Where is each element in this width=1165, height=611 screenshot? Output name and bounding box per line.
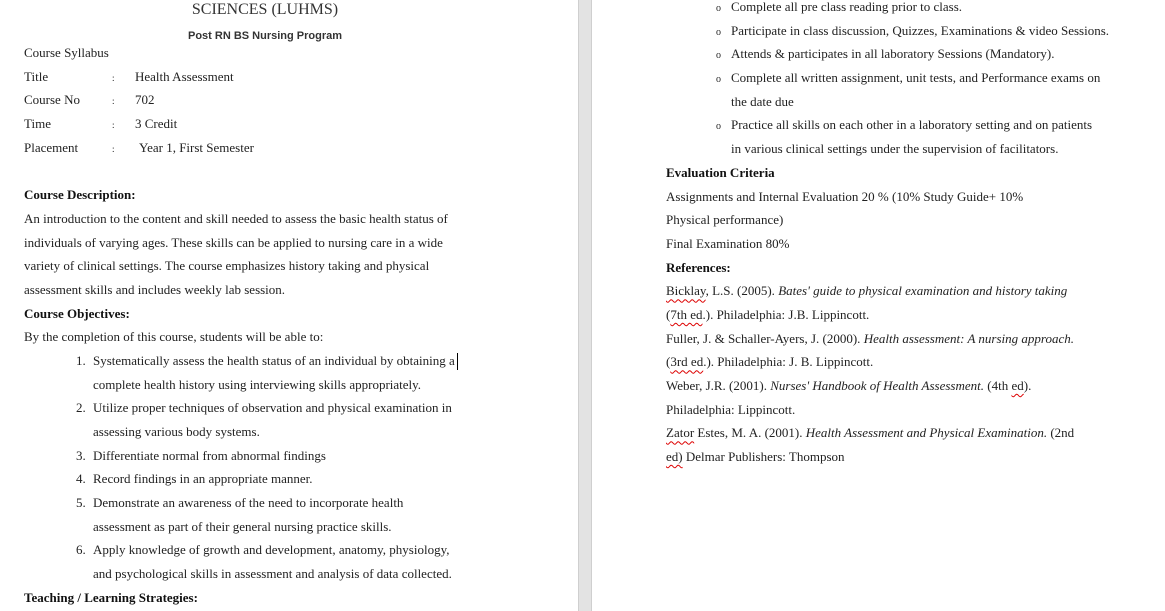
reference-4 [666, 421, 1156, 445]
document-page-left[interactable] [0, 0, 578, 611]
header-title: SCIENCES (LUHMS) [191, 1, 339, 18]
spelling-error[interactable]: ed [1011, 378, 1024, 393]
page-gap [578, 0, 592, 611]
objective-text: Differentiate normal from abnormal findings [93, 447, 326, 463]
reference-text: ). [1023, 378, 1032, 393]
reference-4-cont [666, 445, 1156, 469]
reference-text: , L.S. (2005). [705, 283, 779, 299]
objective-text: complete health history using interviewing skills appropriately. [93, 376, 422, 392]
bullet-marker: o [716, 26, 721, 38]
meta-sep: : [112, 96, 115, 107]
bullet-text: Complete all pre class reading prior to class. [731, 0, 963, 14]
bullet-text: the date due [731, 93, 794, 109]
meta-row-time [24, 112, 524, 136]
bullet-item [666, 113, 1156, 137]
reference-text: (4th [984, 378, 1012, 393]
objective-text: Apply knowledge of growth and development, anatomy, physiology, [93, 542, 450, 558]
reference-2 [666, 327, 1156, 351]
objective-item [24, 396, 524, 420]
meta-sep: : [112, 143, 115, 154]
bullet-text: Participate in class discussion, Quizzes, Examinations & video Sessions. [731, 22, 1110, 38]
reference-text: Delmar Publishers: Thompson [682, 449, 845, 465]
reference-title: Nurses' Handbook of Health Assessment. [770, 378, 985, 393]
header-subtitle: Post RN BS Nursing Program [187, 30, 343, 42]
bullet-text: in various clinical settings under the supervision of facilitators. [731, 141, 1059, 157]
reference-text: (2nd [1047, 425, 1075, 441]
objective-item [24, 467, 524, 491]
description-line: An introduction to the content and skill needed to assess the basic health status of [24, 210, 448, 226]
reference-3-cont: Philadelphia: Lippincott. [666, 401, 796, 417]
bullet-text: Practice all skills on each other in a laboratory setting and on patients [731, 117, 1093, 133]
objective-text: assessing various body systems. [93, 424, 260, 439]
meta-row-title [24, 65, 524, 89]
evaluation-line: Assignments and Internal Evaluation 20 % (10% Study Guide+ 10% [666, 188, 1024, 204]
bullet-item [666, 19, 1156, 43]
reference-1 [666, 279, 1156, 303]
meta-value: Year 1, First Semester [139, 139, 254, 155]
meta-key: Title [24, 68, 49, 84]
reference-title: Health assessment: A nursing approach. [863, 330, 1074, 346]
list-number: 1. [76, 352, 86, 368]
spelling-error[interactable]: 3rd ed [670, 354, 704, 370]
objectives-heading: Course Objectives: [24, 305, 130, 321]
spelling-error[interactable]: Zator [666, 425, 695, 441]
teaching-heading: Teaching / Learning Strategies: [24, 589, 198, 605]
objective-item [24, 491, 524, 515]
objective-item [24, 538, 524, 562]
spelling-error[interactable]: 7th ed [670, 306, 703, 322]
bullet-item [666, 0, 1156, 19]
list-number: 4. [76, 471, 86, 487]
meta-row-course-no [24, 88, 524, 112]
bullet-item [666, 42, 1156, 66]
bullet-marker: o [716, 3, 721, 14]
bullet-text: Complete all written assignment, unit tests, and Performance exams on [731, 70, 1101, 86]
meta-sep: : [112, 72, 115, 83]
meta-sep: : [112, 120, 115, 131]
bullet-marker: o [716, 74, 721, 86]
objective-text: Systematically assess the health status of an individual by obtaining a [93, 352, 455, 368]
reference-text: Fuller, J. & Schaller-Ayers, J. (2000). [666, 330, 864, 346]
bullet-item [666, 66, 1156, 90]
meta-row-placement [24, 136, 524, 160]
meta-value: Health Assessment [135, 68, 234, 84]
meta-key: Placement [24, 139, 79, 155]
spelling-error[interactable]: ed) [666, 449, 683, 465]
description-line: assessment skills and includes weekly lab session. [24, 281, 286, 297]
blank-line [24, 159, 524, 183]
objective-text: Demonstrate an awareness of the need to incorporate health [93, 495, 404, 511]
meta-key: Course No [24, 92, 80, 108]
objective-text: Utilize proper techniques of observation and physical examination in [93, 400, 452, 416]
reference-1-cont [666, 303, 1156, 327]
reference-title: Bates' guide to physical examination and history taking [778, 283, 1068, 299]
evaluation-heading: Evaluation Criteria [666, 164, 775, 180]
text-cursor [457, 353, 458, 370]
bullet-text: Attends & participates in all laboratory Sessions (Mandatory). [731, 46, 1055, 62]
document-page-right[interactable] [592, 0, 1165, 611]
reference-text: .). Philadelphia: J.B. Lippincott. [702, 306, 870, 322]
description-line: variety of clinical settings. The course emphasizes history taking and physical [24, 258, 430, 274]
bullet-marker: o [716, 121, 721, 133]
reference-text: .). Philadelphia: J. B. Lippincott. [703, 354, 874, 370]
description-heading: Course Description: [24, 187, 136, 203]
meta-key: Time [24, 116, 51, 132]
evaluation-line: Final Examination 80% [666, 235, 790, 251]
objective-text: and psychological skills in assessment and analysis of data collected. [93, 566, 452, 582]
meta-value: 702 [135, 92, 155, 108]
reference-text: Weber, J.R. (2001). [666, 378, 771, 393]
reference-text: Estes, M. A. (2001). [694, 425, 806, 441]
objective-item [24, 444, 524, 468]
references-heading: References: [666, 259, 731, 275]
list-number: 5. [76, 495, 86, 511]
reference-title: Health Assessment and Physical Examination. [805, 425, 1048, 441]
spelling-error[interactable]: Bicklay [666, 283, 706, 299]
reference-text: ( [666, 306, 671, 322]
objective-text: Record findings in an appropriate manner. [93, 471, 313, 487]
syllabus-label: Course Syllabus [24, 45, 109, 60]
reference-2-cont [666, 350, 1156, 374]
list-number: 3. [76, 447, 86, 463]
objective-item [24, 349, 524, 373]
meta-value: 3 Credit [135, 116, 178, 132]
list-number: 2. [76, 400, 86, 416]
reference-3 [666, 374, 1156, 398]
objectives-intro: By the completion of this course, students will be able to: [24, 329, 324, 345]
evaluation-line: Physical performance) [666, 212, 784, 228]
description-line: individuals of varying ages. These skills can be applied to nursing care in a wide [24, 234, 443, 250]
reference-text: ( [666, 354, 671, 370]
list-number: 6. [76, 542, 86, 558]
objective-text: assessment as part of their general nursing practice skills. [93, 518, 392, 534]
bullet-marker: o [716, 50, 721, 62]
